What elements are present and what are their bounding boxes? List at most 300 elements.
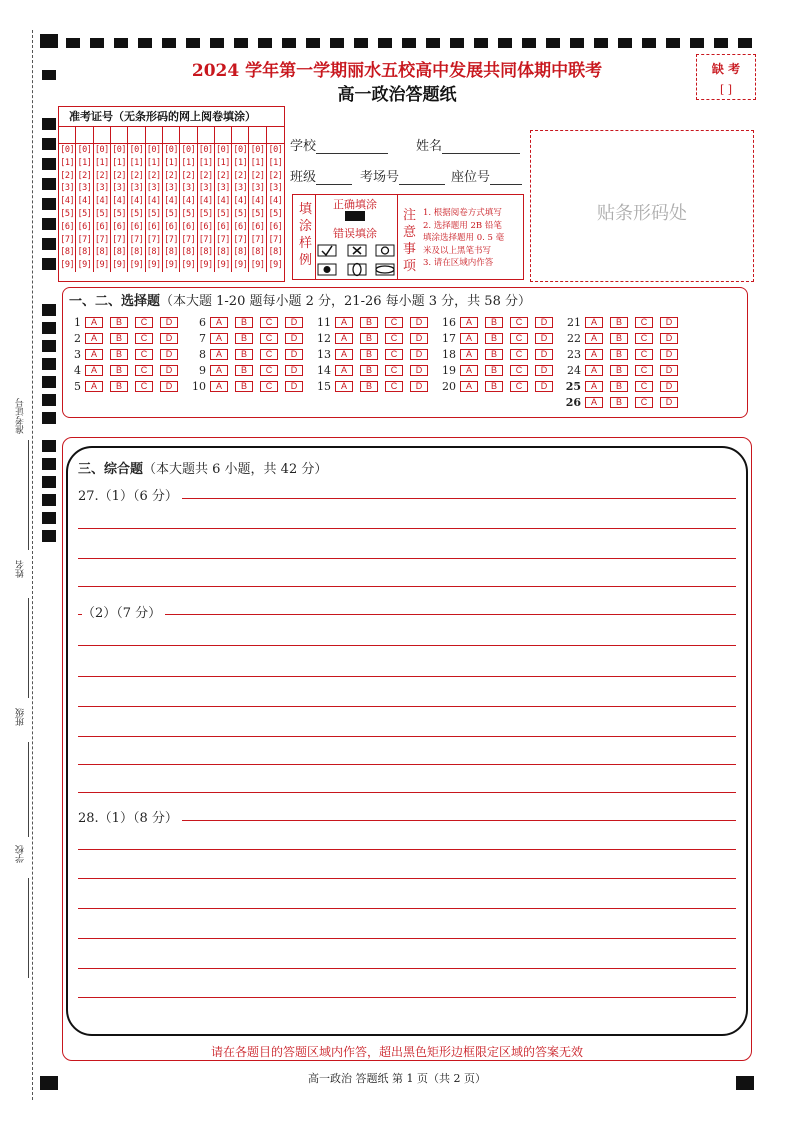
id-digit-bubble[interactable]: [1] bbox=[77, 157, 92, 168]
id-digit-bubble[interactable]: [2] bbox=[250, 170, 265, 181]
id-digit-bubble[interactable]: [6] bbox=[181, 221, 196, 232]
option-bubble-b[interactable]: B bbox=[610, 349, 628, 360]
id-digit-bubble[interactable]: [8] bbox=[146, 247, 161, 258]
option-bubble-c[interactable]: C bbox=[510, 317, 528, 328]
id-digit-bubble[interactable]: [9] bbox=[94, 260, 109, 271]
id-digit-column[interactable] bbox=[128, 127, 145, 272]
id-digit-bubble[interactable]: [4] bbox=[77, 196, 92, 207]
id-digit-bubble[interactable]: [2] bbox=[112, 170, 127, 181]
id-digit-bubble[interactable]: [2] bbox=[233, 170, 248, 181]
id-digit-bubble[interactable]: [0] bbox=[268, 145, 283, 155]
class-field[interactable] bbox=[290, 166, 352, 185]
option-bubble-a[interactable]: A bbox=[85, 349, 103, 360]
id-digit-bubble[interactable]: [4] bbox=[250, 196, 265, 207]
id-digit-column[interactable] bbox=[198, 127, 215, 272]
id-digit-bubble[interactable]: [5] bbox=[77, 208, 92, 219]
answer-line[interactable] bbox=[78, 908, 736, 909]
option-bubble-c[interactable]: C bbox=[635, 333, 653, 344]
side-label-name: 姓名 bbox=[16, 560, 26, 578]
id-digit-bubble[interactable]: [3] bbox=[216, 183, 230, 194]
id-digit-bubble[interactable]: [0] bbox=[250, 145, 265, 155]
id-digit-bubble[interactable]: [7] bbox=[268, 234, 283, 245]
option-bubble-a[interactable]: A bbox=[210, 317, 228, 328]
option-bubble-a[interactable]: A bbox=[585, 317, 603, 328]
id-digit-bubble[interactable]: [2] bbox=[198, 170, 213, 181]
id-digit-bubble[interactable]: [5] bbox=[268, 208, 283, 219]
option-bubble-a[interactable]: A bbox=[585, 333, 603, 344]
option-bubble-a[interactable]: A bbox=[335, 365, 353, 376]
option-bubble-c[interactable]: C bbox=[635, 365, 653, 376]
id-digit-bubble[interactable]: [5] bbox=[112, 208, 127, 219]
option-bubble-c[interactable]: C bbox=[385, 365, 403, 376]
question-number: 17 bbox=[442, 332, 456, 345]
id-digit-write-cell[interactable] bbox=[163, 127, 179, 144]
id-digit-bubble[interactable]: [9] bbox=[77, 260, 92, 271]
id-digit-bubble[interactable]: [0] bbox=[129, 145, 144, 155]
option-bubble-c[interactable]: C bbox=[260, 381, 278, 392]
id-digit-bubble[interactable]: [7] bbox=[164, 234, 178, 245]
option-bubble-c[interactable]: C bbox=[385, 333, 403, 344]
id-digit-bubble[interactable]: [5] bbox=[198, 208, 213, 219]
option-bubble-b[interactable]: B bbox=[485, 317, 503, 328]
id-digit-bubble[interactable]: [1] bbox=[129, 157, 144, 168]
id-digit-bubble[interactable]: [5] bbox=[164, 208, 178, 219]
id-digit-bubble[interactable]: [4] bbox=[112, 196, 127, 207]
answer-line[interactable] bbox=[78, 676, 736, 677]
id-digit-bubble[interactable]: [6] bbox=[233, 221, 248, 232]
option-bubble-b[interactable]: B bbox=[110, 349, 128, 360]
id-digit-bubble[interactable]: [0] bbox=[164, 145, 178, 155]
id-digit-bubble[interactable]: [9] bbox=[233, 260, 248, 271]
id-digit-bubble[interactable]: [0] bbox=[233, 145, 248, 155]
id-digit-bubble[interactable]: [5] bbox=[60, 208, 75, 219]
id-digit-write-cell[interactable] bbox=[76, 127, 92, 144]
option-bubble-c[interactable]: C bbox=[135, 381, 153, 392]
id-digit-bubble[interactable]: [8] bbox=[198, 247, 213, 258]
id-digit-write-cell[interactable] bbox=[198, 127, 214, 144]
option-bubble-b[interactable]: B bbox=[360, 365, 378, 376]
id-digit-column[interactable] bbox=[94, 127, 111, 272]
id-digit-bubble[interactable]: [7] bbox=[112, 234, 127, 245]
option-bubble-a[interactable]: A bbox=[585, 365, 603, 376]
id-digit-bubble[interactable]: [2] bbox=[181, 170, 196, 181]
id-digit-bubble[interactable]: [8] bbox=[77, 247, 92, 258]
option-bubble-c[interactable]: C bbox=[635, 349, 653, 360]
answer-line[interactable] bbox=[78, 645, 736, 646]
id-digit-bubble[interactable]: [9] bbox=[181, 260, 196, 271]
id-digit-bubble[interactable]: [7] bbox=[181, 234, 196, 245]
option-bubble-b[interactable]: B bbox=[485, 333, 503, 344]
q27-1-label: 27.（1）（6 分） bbox=[78, 485, 182, 504]
id-digit-bubble[interactable]: [0] bbox=[94, 145, 109, 155]
id-digit-bubble[interactable]: [9] bbox=[164, 260, 178, 271]
id-digit-bubble[interactable]: [7] bbox=[250, 234, 265, 245]
option-bubble-d[interactable]: D bbox=[535, 317, 553, 328]
id-digit-bubble[interactable]: [3] bbox=[250, 183, 265, 194]
timing-mark bbox=[642, 38, 656, 48]
id-digit-bubble[interactable]: [2] bbox=[94, 170, 109, 181]
option-bubble-b[interactable]: B bbox=[235, 365, 253, 376]
id-digit-bubble[interactable]: [8] bbox=[94, 247, 109, 258]
option-bubble-a[interactable]: A bbox=[85, 317, 103, 328]
option-bubble-a[interactable]: A bbox=[460, 349, 478, 360]
id-digit-bubble[interactable]: [8] bbox=[164, 247, 178, 258]
side-label-id: 准考证号 bbox=[16, 398, 26, 434]
id-digit-bubble[interactable]: [2] bbox=[77, 170, 92, 181]
id-digit-bubble[interactable]: [7] bbox=[216, 234, 230, 245]
id-digit-bubble[interactable]: [1] bbox=[112, 157, 127, 168]
option-bubble-c[interactable]: C bbox=[135, 349, 153, 360]
id-digit-write-cell[interactable] bbox=[215, 127, 231, 144]
id-digit-bubble[interactable]: [1] bbox=[181, 157, 196, 168]
id-digit-column[interactable] bbox=[111, 127, 128, 272]
option-bubble-b[interactable]: B bbox=[360, 349, 378, 360]
answer-line[interactable] bbox=[78, 849, 736, 850]
option-bubble-a[interactable]: A bbox=[335, 317, 353, 328]
answer-line[interactable] bbox=[78, 938, 736, 939]
option-bubble-d[interactable]: D bbox=[285, 317, 303, 328]
id-digit-write-cell[interactable] bbox=[94, 127, 110, 144]
option-bubble-d[interactable]: D bbox=[660, 333, 678, 344]
id-digit-bubble[interactable]: [8] bbox=[233, 247, 248, 258]
option-bubble-a[interactable]: A bbox=[85, 365, 103, 376]
id-digit-bubble[interactable]: [5] bbox=[94, 208, 109, 219]
option-bubble-a[interactable]: A bbox=[335, 333, 353, 344]
id-digit-bubble[interactable]: [9] bbox=[268, 260, 283, 271]
answer-line[interactable] bbox=[78, 968, 736, 969]
option-bubble-c[interactable]: C bbox=[135, 365, 153, 376]
option-bubble-a[interactable]: A bbox=[210, 333, 228, 344]
id-digit-write-cell[interactable] bbox=[267, 127, 284, 144]
id-digit-bubble[interactable]: [1] bbox=[216, 157, 230, 168]
id-digit-bubble[interactable]: [1] bbox=[164, 157, 178, 168]
answer-line[interactable] bbox=[78, 878, 736, 879]
id-digit-bubble[interactable]: [1] bbox=[146, 157, 161, 168]
id-digit-bubble[interactable]: [4] bbox=[233, 196, 248, 207]
id-digit-bubble[interactable]: [2] bbox=[164, 170, 178, 181]
option-bubble-d[interactable]: D bbox=[160, 349, 178, 360]
option-bubble-a[interactable]: A bbox=[85, 381, 103, 392]
id-digit-bubble[interactable]: [5] bbox=[181, 208, 196, 219]
id-digit-column[interactable] bbox=[180, 127, 197, 272]
id-digit-bubble[interactable]: [4] bbox=[129, 196, 144, 207]
option-bubble-d[interactable]: D bbox=[535, 333, 553, 344]
option-bubble-c[interactable]: C bbox=[510, 333, 528, 344]
option-bubble-a[interactable]: A bbox=[460, 333, 478, 344]
id-digit-bubble[interactable]: [1] bbox=[233, 157, 248, 168]
id-digit-write-cell[interactable] bbox=[249, 127, 265, 144]
id-digit-bubble[interactable]: [5] bbox=[250, 208, 265, 219]
id-digit-bubble[interactable]: [0] bbox=[216, 145, 230, 155]
id-digit-bubble[interactable]: [4] bbox=[94, 196, 109, 207]
id-digit-bubble[interactable]: [8] bbox=[216, 247, 230, 258]
id-digit-write-cell[interactable] bbox=[59, 127, 75, 144]
id-digit-bubble[interactable]: [3] bbox=[146, 183, 161, 194]
id-digit-bubble[interactable]: [1] bbox=[268, 157, 283, 168]
id-digit-bubble[interactable]: [4] bbox=[60, 196, 75, 207]
timing-mark bbox=[66, 38, 80, 48]
option-bubble-a[interactable]: A bbox=[460, 381, 478, 392]
mcq-heading-title: 一、二、选择题 bbox=[69, 294, 161, 309]
id-digit-bubble[interactable]: [5] bbox=[216, 208, 230, 219]
id-digit-bubble[interactable]: [6] bbox=[164, 221, 178, 232]
id-digit-column[interactable] bbox=[163, 127, 180, 272]
option-bubble-a[interactable]: A bbox=[460, 317, 478, 328]
option-bubble-b[interactable]: B bbox=[610, 365, 628, 376]
id-digit-bubble[interactable]: [4] bbox=[268, 196, 283, 207]
id-digit-bubble[interactable]: [4] bbox=[216, 196, 230, 207]
option-bubble-d[interactable]: D bbox=[285, 349, 303, 360]
option-bubble-a[interactable]: A bbox=[335, 381, 353, 392]
answer-line[interactable] bbox=[78, 764, 736, 765]
id-digit-bubble[interactable]: [6] bbox=[112, 221, 127, 232]
id-digit-bubble[interactable]: [3] bbox=[268, 183, 283, 194]
option-bubble-d[interactable]: D bbox=[660, 365, 678, 376]
option-bubble-d[interactable]: D bbox=[660, 381, 678, 392]
id-digit-bubble[interactable]: [7] bbox=[60, 234, 75, 245]
id-digit-write-cell[interactable] bbox=[128, 127, 144, 144]
id-digit-bubble[interactable]: [1] bbox=[198, 157, 213, 168]
id-digit-bubble[interactable]: [3] bbox=[60, 183, 75, 194]
option-bubble-c[interactable]: C bbox=[260, 365, 278, 376]
option-bubble-a[interactable]: A bbox=[585, 381, 603, 392]
id-digit-bubble[interactable]: [1] bbox=[60, 157, 75, 168]
option-bubble-b[interactable]: B bbox=[610, 381, 628, 392]
correct-fill-label: 正确填涂 bbox=[333, 198, 377, 211]
option-bubble-b[interactable]: B bbox=[485, 381, 503, 392]
option-bubble-b[interactable]: B bbox=[610, 333, 628, 344]
option-bubble-c[interactable]: C bbox=[385, 349, 403, 360]
option-bubble-d[interactable]: D bbox=[285, 365, 303, 376]
option-bubble-b[interactable]: B bbox=[360, 333, 378, 344]
id-digit-bubble[interactable]: [3] bbox=[77, 183, 92, 194]
option-bubble-d[interactable]: D bbox=[660, 349, 678, 360]
option-bubble-b[interactable]: B bbox=[235, 317, 253, 328]
option-bubble-c[interactable]: C bbox=[635, 381, 653, 392]
id-digit-bubble[interactable]: [7] bbox=[233, 234, 248, 245]
mcq-question-row bbox=[313, 380, 435, 393]
id-digit-bubble[interactable]: [4] bbox=[181, 196, 196, 207]
answer-line[interactable] bbox=[78, 558, 736, 559]
option-bubble-c[interactable]: C bbox=[135, 317, 153, 328]
option-bubble-a[interactable]: A bbox=[585, 397, 603, 408]
id-digit-bubble[interactable]: [8] bbox=[60, 247, 75, 258]
option-bubble-c[interactable]: C bbox=[260, 349, 278, 360]
option-bubble-c[interactable]: C bbox=[635, 317, 653, 328]
option-bubble-b[interactable]: B bbox=[235, 349, 253, 360]
option-bubble-b[interactable]: B bbox=[110, 381, 128, 392]
option-bubble-c[interactable]: C bbox=[260, 317, 278, 328]
option-bubble-b[interactable]: B bbox=[360, 381, 378, 392]
option-bubble-d[interactable]: D bbox=[285, 381, 303, 392]
id-digit-bubble[interactable]: [0] bbox=[60, 145, 75, 155]
option-bubble-a[interactable]: A bbox=[460, 365, 478, 376]
option-bubble-b[interactable]: B bbox=[110, 365, 128, 376]
id-digit-bubble[interactable]: [1] bbox=[94, 157, 109, 168]
id-digit-bubble[interactable]: [6] bbox=[94, 221, 109, 232]
id-digit-bubble[interactable]: [9] bbox=[146, 260, 161, 271]
option-bubble-d[interactable]: D bbox=[660, 397, 678, 408]
id-digit-bubble[interactable]: [5] bbox=[233, 208, 248, 219]
candidate-id-grid[interactable] bbox=[58, 106, 285, 282]
absent-box[interactable] bbox=[696, 54, 756, 100]
id-digit-bubble[interactable]: [8] bbox=[250, 247, 265, 258]
id-digit-bubble[interactable]: [9] bbox=[60, 260, 75, 271]
id-digit-bubble[interactable]: [7] bbox=[129, 234, 144, 245]
answer-line[interactable] bbox=[78, 528, 736, 529]
option-bubble-d[interactable]: D bbox=[160, 317, 178, 328]
question-number: 3 bbox=[74, 348, 81, 361]
answer-line[interactable] bbox=[78, 706, 736, 707]
option-bubble-d[interactable]: D bbox=[535, 365, 553, 376]
id-digit-bubble[interactable]: [9] bbox=[112, 260, 127, 271]
id-digit-bubble[interactable]: [8] bbox=[181, 247, 196, 258]
id-digit-bubble[interactable]: [4] bbox=[146, 196, 161, 207]
timing-mark bbox=[42, 358, 56, 370]
option-bubble-d[interactable]: D bbox=[535, 349, 553, 360]
id-digit-bubble[interactable]: [0] bbox=[198, 145, 213, 155]
id-digit-bubble[interactable]: [3] bbox=[112, 183, 127, 194]
option-bubble-b[interactable]: B bbox=[360, 317, 378, 328]
option-bubble-d[interactable]: D bbox=[160, 333, 178, 344]
id-digit-column[interactable] bbox=[267, 127, 284, 272]
option-bubble-b[interactable]: B bbox=[485, 349, 503, 360]
id-digit-bubble[interactable]: [7] bbox=[146, 234, 161, 245]
answer-line[interactable] bbox=[78, 997, 736, 998]
option-bubble-b[interactable]: B bbox=[235, 381, 253, 392]
id-digit-bubble[interactable]: [6] bbox=[77, 221, 92, 232]
id-digit-bubble[interactable]: [5] bbox=[146, 208, 161, 219]
option-bubble-c[interactable]: C bbox=[135, 333, 153, 344]
id-digit-bubble[interactable]: [6] bbox=[216, 221, 230, 232]
option-bubble-a[interactable]: A bbox=[585, 349, 603, 360]
option-bubble-b[interactable]: B bbox=[110, 333, 128, 344]
id-digit-bubble[interactable]: [6] bbox=[198, 221, 213, 232]
id-digit-bubble[interactable]: [9] bbox=[250, 260, 265, 271]
option-bubble-d[interactable]: D bbox=[410, 333, 428, 344]
option-bubble-c[interactable]: C bbox=[385, 381, 403, 392]
id-digit-bubble[interactable]: [2] bbox=[146, 170, 161, 181]
option-bubble-a[interactable]: A bbox=[210, 365, 228, 376]
id-digit-bubble[interactable]: [0] bbox=[77, 145, 92, 155]
id-digit-bubble[interactable]: [3] bbox=[164, 183, 178, 194]
id-digit-write-cell[interactable] bbox=[111, 127, 127, 144]
correct-fill-mark bbox=[345, 211, 365, 221]
id-digit-bubble[interactable]: [9] bbox=[216, 260, 230, 271]
option-bubble-d[interactable]: D bbox=[410, 365, 428, 376]
id-digit-bubble[interactable]: [0] bbox=[146, 145, 161, 155]
option-bubble-d[interactable]: D bbox=[410, 317, 428, 328]
mcq-question-row bbox=[313, 316, 435, 329]
option-bubble-b[interactable]: B bbox=[610, 317, 628, 328]
id-digit-write-cell[interactable] bbox=[232, 127, 248, 144]
option-bubble-b[interactable]: B bbox=[235, 333, 253, 344]
id-digit-write-cell[interactable] bbox=[146, 127, 162, 144]
seat-field[interactable] bbox=[451, 166, 522, 185]
answer-line[interactable] bbox=[78, 614, 736, 615]
id-digit-bubble[interactable]: [6] bbox=[129, 221, 144, 232]
answer-line[interactable] bbox=[78, 586, 736, 587]
id-digit-bubble[interactable]: [8] bbox=[112, 247, 127, 258]
option-bubble-d[interactable]: D bbox=[535, 381, 553, 392]
option-bubble-d[interactable]: D bbox=[410, 349, 428, 360]
exam-room-field[interactable] bbox=[360, 166, 445, 185]
option-bubble-c[interactable]: C bbox=[510, 381, 528, 392]
option-bubble-d[interactable]: D bbox=[160, 365, 178, 376]
id-digit-bubble[interactable]: [2] bbox=[216, 170, 230, 181]
option-bubble-c[interactable]: C bbox=[510, 365, 528, 376]
id-digit-bubble[interactable]: [2] bbox=[129, 170, 144, 181]
id-digit-bubble[interactable]: [5] bbox=[129, 208, 144, 219]
id-digit-bubble[interactable]: [1] bbox=[250, 157, 265, 168]
option-bubble-c[interactable]: C bbox=[385, 317, 403, 328]
id-digit-bubble[interactable]: [6] bbox=[146, 221, 161, 232]
id-digit-bubble[interactable]: [8] bbox=[129, 247, 144, 258]
option-bubble-c[interactable]: C bbox=[260, 333, 278, 344]
id-digit-write-cell[interactable] bbox=[180, 127, 196, 144]
id-digit-bubble[interactable]: [6] bbox=[250, 221, 265, 232]
id-digit-column[interactable] bbox=[232, 127, 249, 272]
id-digit-bubble[interactable]: [3] bbox=[181, 183, 196, 194]
id-digit-bubble[interactable]: [3] bbox=[233, 183, 248, 194]
option-bubble-b[interactable]: B bbox=[610, 397, 628, 408]
id-digit-bubble[interactable]: [3] bbox=[94, 183, 109, 194]
id-digit-bubble[interactable]: [9] bbox=[129, 260, 144, 271]
id-digit-bubble[interactable]: [7] bbox=[94, 234, 109, 245]
answer-line[interactable] bbox=[78, 792, 736, 793]
id-digit-column[interactable] bbox=[146, 127, 163, 272]
option-bubble-a[interactable]: A bbox=[210, 381, 228, 392]
answer-line[interactable] bbox=[78, 736, 736, 737]
id-digit-bubble[interactable]: [2] bbox=[268, 170, 283, 181]
option-bubble-b[interactable]: B bbox=[485, 365, 503, 376]
timing-mark bbox=[42, 476, 56, 488]
school-field[interactable] bbox=[290, 135, 388, 154]
name-field[interactable] bbox=[416, 135, 520, 154]
option-bubble-d[interactable]: D bbox=[285, 333, 303, 344]
id-digit-bubble[interactable]: [8] bbox=[268, 247, 283, 258]
option-bubble-a[interactable]: A bbox=[85, 333, 103, 344]
option-bubble-c[interactable]: C bbox=[510, 349, 528, 360]
id-digit-column[interactable] bbox=[59, 127, 76, 272]
id-digit-bubble[interactable]: [4] bbox=[164, 196, 178, 207]
question-number: 18 bbox=[442, 348, 456, 361]
option-bubble-b[interactable]: B bbox=[110, 317, 128, 328]
id-digit-bubble[interactable]: [7] bbox=[77, 234, 92, 245]
id-digit-bubble[interactable]: [3] bbox=[129, 183, 144, 194]
id-digit-bubble[interactable]: [9] bbox=[198, 260, 213, 271]
id-digit-column[interactable] bbox=[249, 127, 266, 272]
mcq-question-row bbox=[563, 364, 685, 377]
id-digit-bubble[interactable]: [2] bbox=[60, 170, 75, 181]
option-bubble-d[interactable]: D bbox=[410, 381, 428, 392]
option-bubble-d[interactable]: D bbox=[160, 381, 178, 392]
id-digit-bubble[interactable]: [4] bbox=[198, 196, 213, 207]
option-bubble-c[interactable]: C bbox=[635, 397, 653, 408]
id-digit-bubble[interactable]: [6] bbox=[60, 221, 75, 232]
id-digit-bubble[interactable]: [0] bbox=[112, 145, 127, 155]
id-digit-bubble[interactable]: [7] bbox=[198, 234, 213, 245]
option-bubble-a[interactable]: A bbox=[210, 349, 228, 360]
id-digit-column[interactable] bbox=[76, 127, 93, 272]
option-bubble-a[interactable]: A bbox=[335, 349, 353, 360]
id-digit-bubble[interactable]: [6] bbox=[268, 221, 283, 232]
id-digit-bubble[interactable]: [3] bbox=[198, 183, 213, 194]
answer-region-inner[interactable] bbox=[66, 446, 748, 1036]
id-digit-bubble[interactable]: [0] bbox=[181, 145, 196, 155]
id-digit-column[interactable] bbox=[215, 127, 232, 272]
option-bubble-d[interactable]: D bbox=[660, 317, 678, 328]
